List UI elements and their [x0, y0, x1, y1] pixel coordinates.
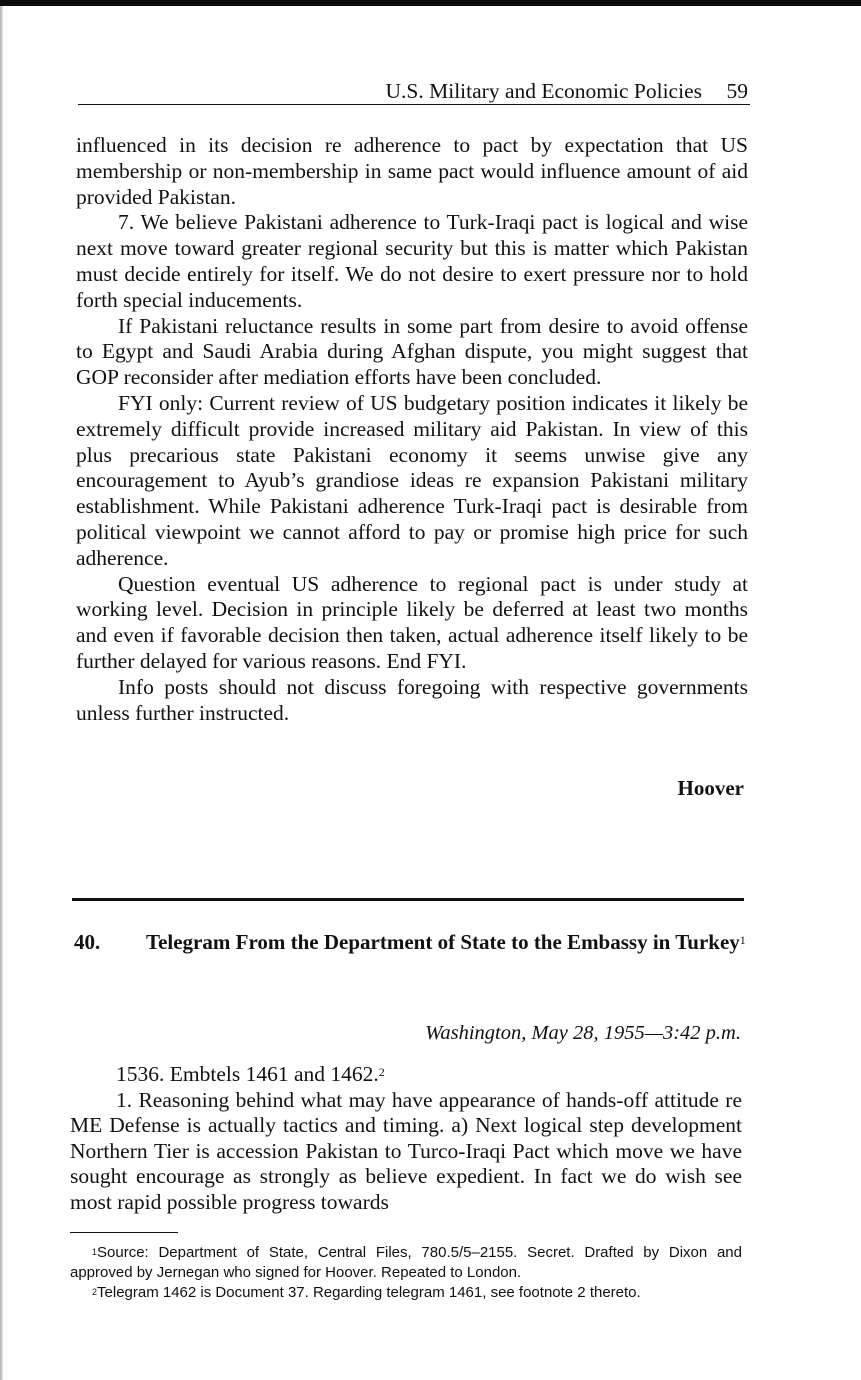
running-head-title: U.S. Military and Economic Policies [385, 79, 702, 103]
running-head [78, 78, 750, 105]
telegram-reference-text: 1536. Embtels 1461 and 1462. [116, 1062, 379, 1086]
section-divider [72, 898, 744, 901]
title-footnote-marker[interactable]: 1 [739, 933, 746, 947]
signature: Hoover [677, 776, 744, 800]
paragraph-question: Question eventual US adherence to regional pact is under study at working level. Decision in principle likely be deferred at least two months and even if favorable decision then taken, actual adherence itself likely to be further delayed for various reasons. End FYI. [76, 571, 748, 673]
body-text [76, 133, 748, 726]
paragraph-7: 7. We believe Pakistani adherence to Turk-Iraqi pact is logical and wise next move toward greater regional security but this is matter which Pakistan must decide entirely for itself. We do not desire to exert pressure nor to hold forth special inducements. [76, 210, 748, 312]
paragraph-continued: influenced in its decision re adherence to pact by expectation that US membership or non-membership in same pact would influence amount of aid provided Pakistan. [76, 133, 748, 209]
dateline: Washington, May 28, 1955—3:42 p.m. [425, 1022, 741, 1044]
document-title [146, 930, 746, 955]
ref-footnote-marker[interactable]: 2 [378, 1065, 385, 1079]
footnote-1 [70, 1243, 742, 1283]
telegram-reference [70, 1062, 742, 1088]
telegram-body [70, 1062, 742, 1216]
scan-top-border [0, 0, 861, 6]
footnote-2-text: Telegram 1462 is Document 37. Regarding telegram 1461, see footnote 2 thereto. [97, 1284, 641, 1301]
page-number: 59 [726, 79, 748, 103]
footnotes [70, 1243, 742, 1303]
footnote-2 [70, 1283, 742, 1303]
footnote-2-marker: 2 [92, 1287, 98, 1297]
telegram-paragraph-1: 1. Reasoning behind what may have appearance of hands-off attitude re ME Defense is actually tactics and timing. a) Next logical step development Northern Tier is accession Pakistan to Turco-Iraqi Pact which move we have sought encourage as strongly as believe expedient. In fact we do wish see most rapid possible progress towards [70, 1087, 742, 1214]
paragraph-fyi: FYI only: Current review of US budgetary position indicates it likely be extremely difficult provide increased military aid Pakistan. In view of this plus precarious state Pakistani economy it seems unwise give any encouragement to Ayub’s grandiose ideas re expansion Pakistani military establishment. While Pakistani adherence Turk-Iraqi pact is desirable from political viewpoint we cannot afford to pay or promise high price for such adherence. [76, 390, 748, 570]
paragraph-info-posts: Info posts should not discuss foregoing with respective governments unless further instructed. [76, 674, 748, 725]
document-number: 40. [74, 930, 101, 954]
footnote-1-marker: 1 [92, 1247, 98, 1257]
footnote-rule [70, 1232, 178, 1233]
scan-left-edge [0, 6, 3, 1380]
paragraph-reluctance: If Pakistani reluctance results in some part from desire to avoid offense to Egypt and Saudi Arabia during Afghan dispute, you might suggest that GOP reconsider after mediation efforts have been concluded. [76, 313, 748, 390]
document-title-text: Telegram From the Department of State to the Embassy in Turkey [146, 930, 740, 954]
footnote-1-text: Source: Department of State, Central Files, 780.5/5–2155. Secret. Drafted by Dixon and approved by Jernegan who signed for Hoover. Repeated to London. [70, 1244, 742, 1281]
